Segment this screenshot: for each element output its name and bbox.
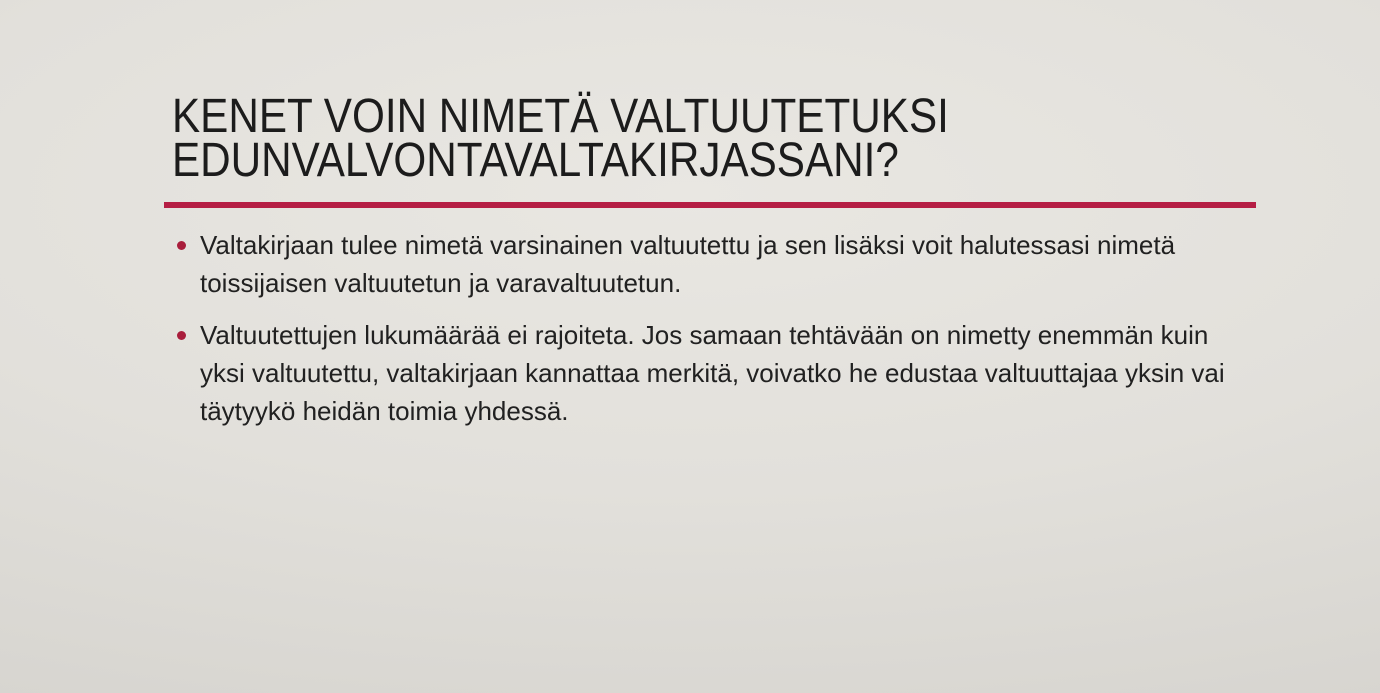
bullet-text: Valtakirjaan tulee nimetä varsinainen valtuutettu ja sen lisäksi voit halutessasi nimetä toissijaisen valtuutetun ja varavaltuutetun. — [200, 230, 1176, 298]
bullet-text: Valtuutettujen lukumäärää ei rajoiteta. Jos samaan tehtävään on nimetty enemmän kuin yksi valtuutettu, valtakirjaan kannattaa merkitä, voivatko he edustaa valtuuttajaa yksin vai täytyykö heidän toimia yhdessä. — [200, 320, 1225, 426]
title-underline-rule — [164, 202, 1256, 208]
bullet-list — [176, 226, 1234, 444]
bullet-icon — [177, 241, 186, 250]
page-title: KENET VOIN NIMETÄ VALTUUTETUKSI EDUNVALVONTAVALTAKIRJASSANI? — [172, 90, 949, 187]
list-item — [176, 226, 1234, 302]
list-item — [176, 316, 1234, 430]
bullet-icon — [177, 331, 186, 340]
